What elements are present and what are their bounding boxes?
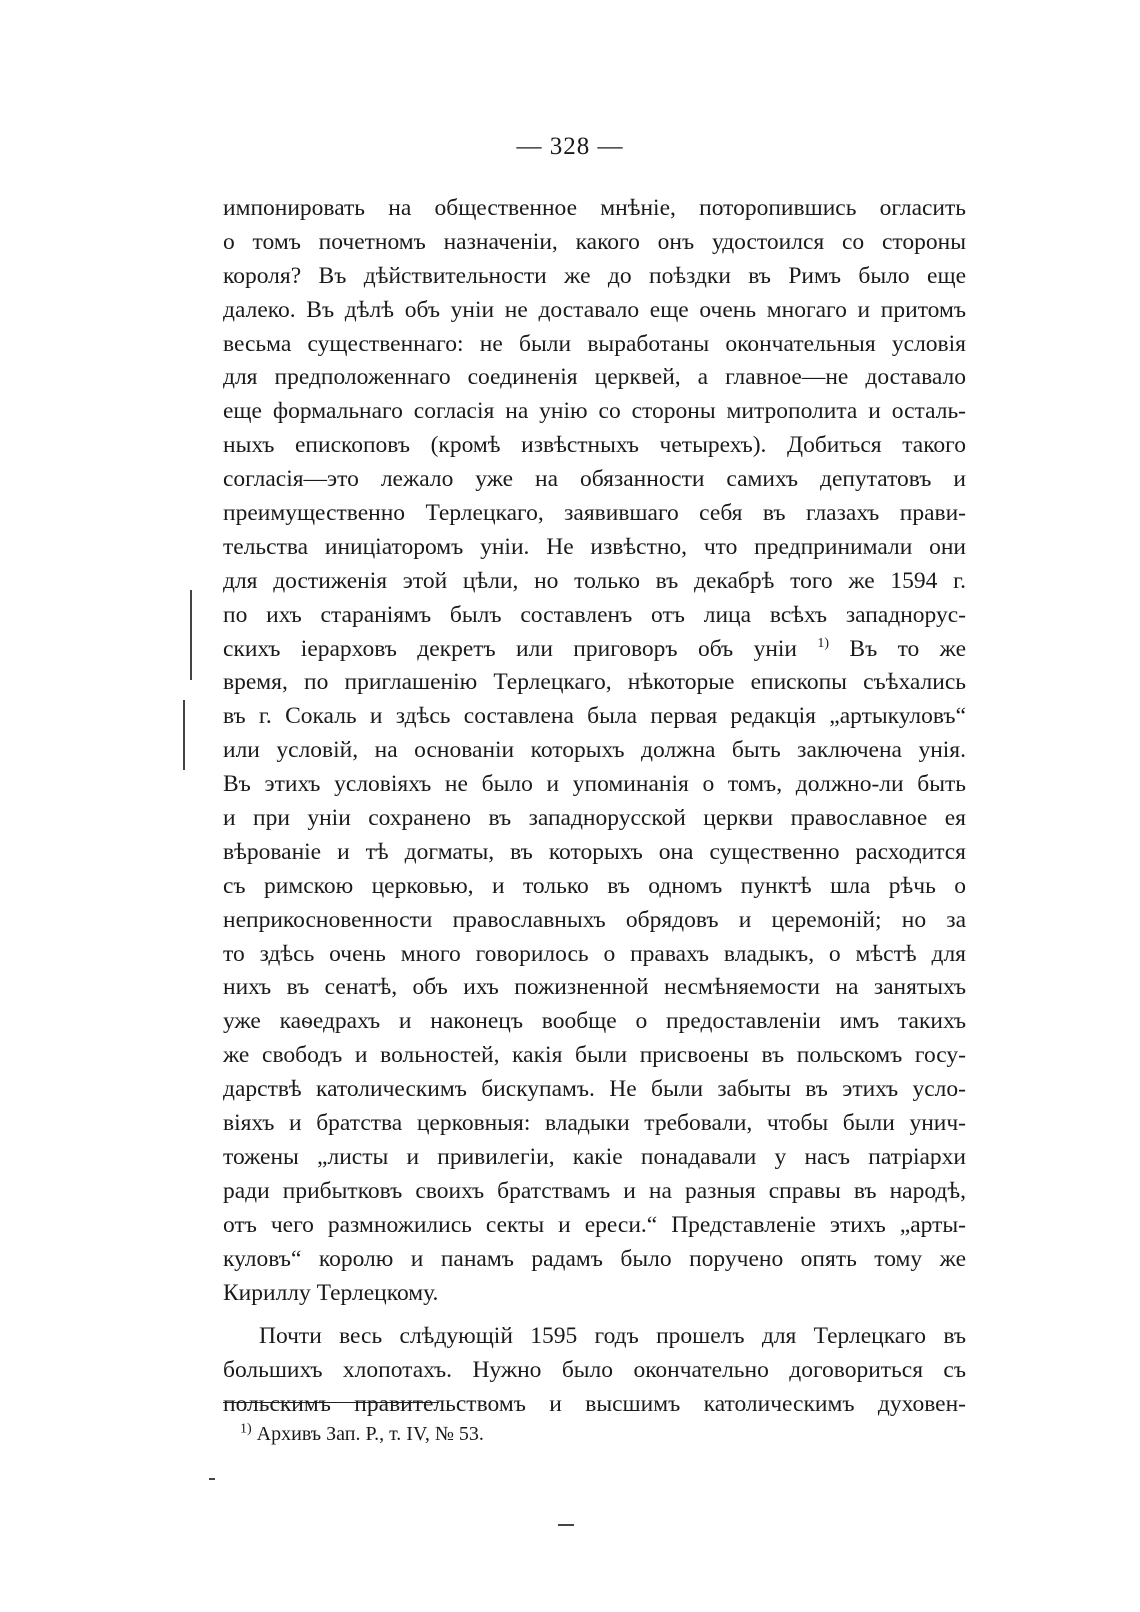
text-line-start: скихъ іерарховъ декретъ или приговоръ объ уніи xyxy=(223,635,797,662)
body-text xyxy=(223,192,966,1422)
scan-mark xyxy=(558,1524,574,1526)
text-line: вѣрованіе и тѣ догматы, въ которыхъ она существенно расходится xyxy=(223,838,966,865)
text-line: уже каѳедрахъ и наконецъ вообще о предоставленіи имъ такихъ xyxy=(223,1008,966,1035)
text-line: дарствѣ католическимъ бискупамъ. Не были забыты въ этихъ усло- xyxy=(223,1076,966,1103)
text-line: согласія—это лежало уже на обязанности самихъ депутатовъ и xyxy=(223,466,966,493)
text-line: ныхъ епископовъ (кромѣ извѣстныхъ четырехъ). Добиться такого xyxy=(223,432,966,459)
text-line: віяхъ и братства церковныя: владыки требовали, чтобы были унич- xyxy=(223,1110,966,1137)
text-line: Въ этихъ условіяхъ не было и упоминанія о томъ, должно-ли быть xyxy=(223,771,966,798)
text-line: тожены „листы и привилегіи, какіе понадавали у насъ патріархи xyxy=(223,1143,966,1170)
text-line: польскимъ правительствомъ и высшимъ католическимъ духовен- xyxy=(223,1391,966,1418)
text-line: для достиженія этой цѣли, но только въ декабрѣ того же 1594 г. xyxy=(223,567,966,594)
text-line: тельства иниціаторомъ уніи. Не извѣстно, что предпринимали они xyxy=(223,533,966,560)
text-line: далеко. Въ дѣлѣ объ уніи не доставало еще очень многаго и притомъ xyxy=(223,296,966,323)
text-line: въ г. Сокаль и здѣсь составлена была первая редакція „артыкуловъ“ xyxy=(223,703,966,730)
text-line: съ римскою церковью, и только въ одномъ пунктѣ шла рѣчь о xyxy=(223,872,966,899)
text-line: и при уніи сохранено въ западнорусской церкви православное ея xyxy=(223,805,966,832)
text-line: ради прибытковъ своихъ братствамъ и на разныя справы въ народѣ, xyxy=(223,1177,966,1204)
text-line: большихъ хлопотахъ. Нужно было окончательно договориться съ xyxy=(223,1357,966,1384)
footnote xyxy=(240,1420,484,1448)
footnote-text: Архивъ Зап. Р., т. IV, № 53. xyxy=(256,1423,484,1445)
text-line: или условій, на основаніи которыхъ должна быть заключена унія. xyxy=(223,737,966,764)
text-line: Почти весь слѣдующій 1595 годъ прошелъ для Терлецкаго въ xyxy=(259,1323,966,1350)
text-line: для предположеннаго соединенія церквей, а главное—не доставало xyxy=(223,364,966,391)
text-line: неприкосновенности православныхъ обрядовъ и церемоній; но за xyxy=(223,906,966,933)
text-line: же свободъ и вольностей, какія были присвоены въ польскомъ госу- xyxy=(223,1042,966,1069)
text-line: Кириллу Терлецкому. xyxy=(223,1279,439,1306)
text-line-end: Въ то же xyxy=(849,635,966,662)
text-line: то здѣсь очень много говорилось о правахъ владыкъ, о мѣстѣ для xyxy=(223,940,966,967)
text-line: нихъ въ сенатѣ, объ ихъ пожизненной несмѣняемости на занятыхъ xyxy=(223,974,966,1001)
text-line: по ихъ стараніямъ былъ составленъ отъ лица всѣхъ западнорус- xyxy=(223,601,966,628)
text-line: время, по приглашенію Терлецкаго, нѣкоторые епископы съѣхались xyxy=(223,669,966,696)
text-line: еще формальнаго согласія на унію со стороны митрополита и осталь- xyxy=(223,398,966,425)
text-line: отъ чего размножились секты и ереси.“ Представленіе этихъ „арты- xyxy=(223,1211,966,1238)
footnote-marker: 1) xyxy=(240,1421,252,1437)
scan-mark xyxy=(190,590,192,680)
footnote-reference: 1) xyxy=(817,635,830,651)
paragraph-gap xyxy=(223,1310,966,1320)
text-line: куловъ“ королю и панамъ радамъ было поручено опять тому же xyxy=(223,1245,966,1272)
text-line: о томъ почетномъ назначеніи, какого онъ удостоился со стороны xyxy=(223,228,966,255)
text-line: преимущественно Терлецкаго, заявившаго себя въ глазахъ прави- xyxy=(223,500,966,527)
scan-mark xyxy=(183,700,185,770)
footnote-divider xyxy=(223,1402,439,1403)
text-line: весьма существеннаго: не были выработаны окончательныя условія xyxy=(223,330,966,357)
page-number: — 328 — xyxy=(516,133,624,160)
text-line: короля? Въ дѣйствительности же до поѣздки въ Римъ было еще xyxy=(223,262,966,289)
text-line-with-footnote xyxy=(223,633,966,667)
scan-mark xyxy=(209,1478,215,1480)
text-line: импонировать на общественное мнѣніе, поторопившись огласить xyxy=(223,195,966,221)
